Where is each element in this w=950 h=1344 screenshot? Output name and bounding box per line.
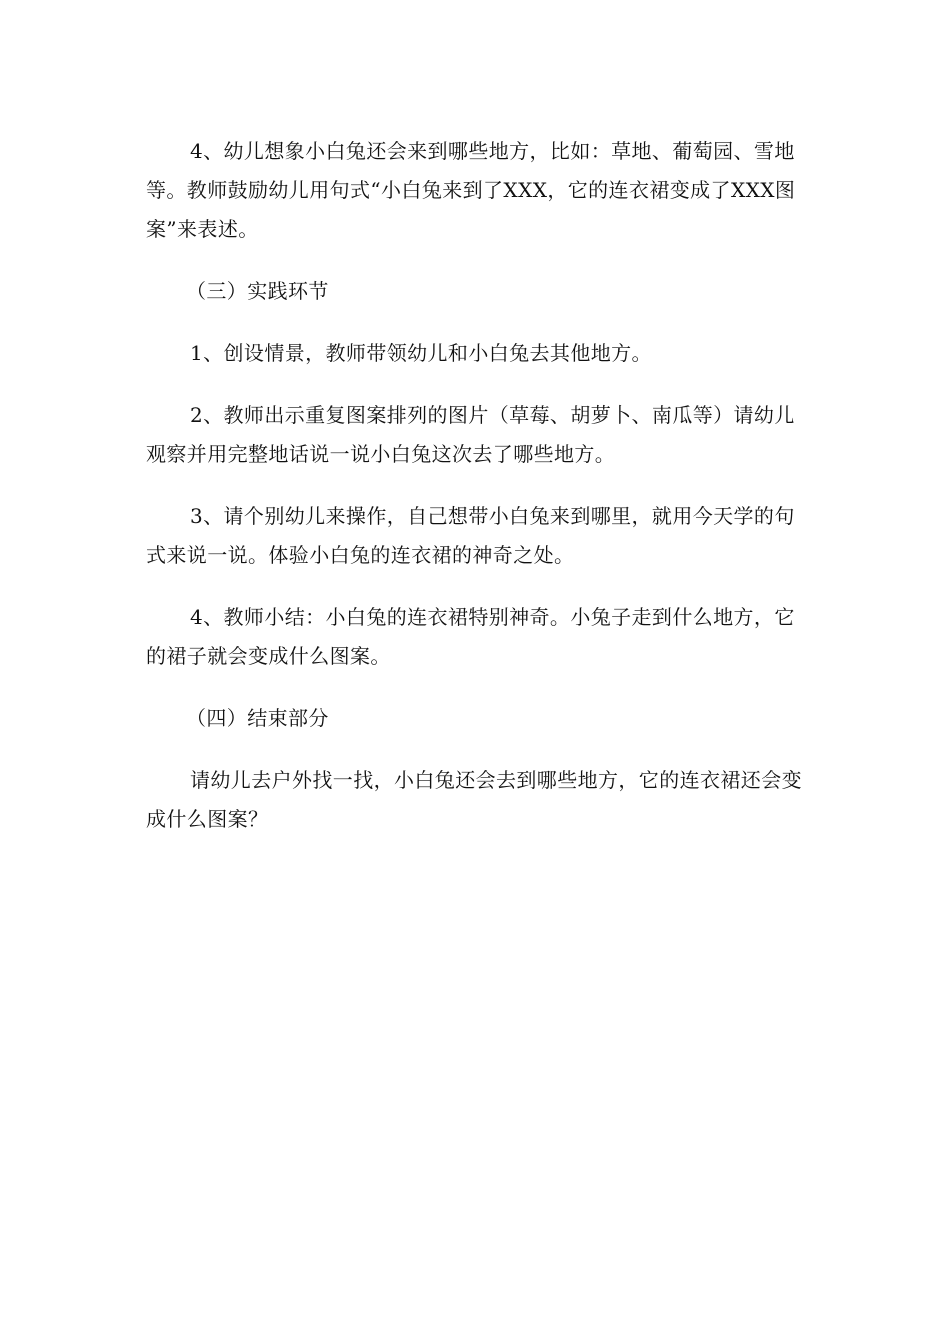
section-heading-ending: （四）结束部分 [186,706,329,730]
section-heading-practice: （三）实践环节 [186,279,329,303]
paragraph-teacher-summary: 4、教师小结：小白兔的连衣裙特别神奇。小兔子走到什么地方，它的裙子就会变成什么图案。 [146,605,795,668]
paragraph-create-scene: 1、创设情景，教师带领幼儿和小白兔去其他地方。 [190,341,652,365]
paragraph-children-operate: 3、请个别幼儿来操作，自己想带小白兔来到哪里，就用今天学的句式来说一说。体验小白兔的连衣裙的神奇之处。 [146,504,795,567]
document-body [146,132,814,862]
paragraph-imagine-places: 4、幼儿想象小白兔还会来到哪些地方，比如：草地、葡萄园、雪地等。教师鼓励幼儿用句式“小白兔来到了XXX，它的连衣裙变成了XXX图案”来表述。 [146,139,796,241]
paragraph-outdoor-search: 请幼儿去户外找一找，小白兔还会去到哪些地方，它的连衣裙还会变成什么图案？ [146,768,802,831]
paragraph-show-pictures: 2、教师出示重复图案排列的图片（草莓、胡萝卜、南瓜等）请幼儿观察并用完整地话说一说小白兔这次去了哪些地方。 [146,403,795,466]
